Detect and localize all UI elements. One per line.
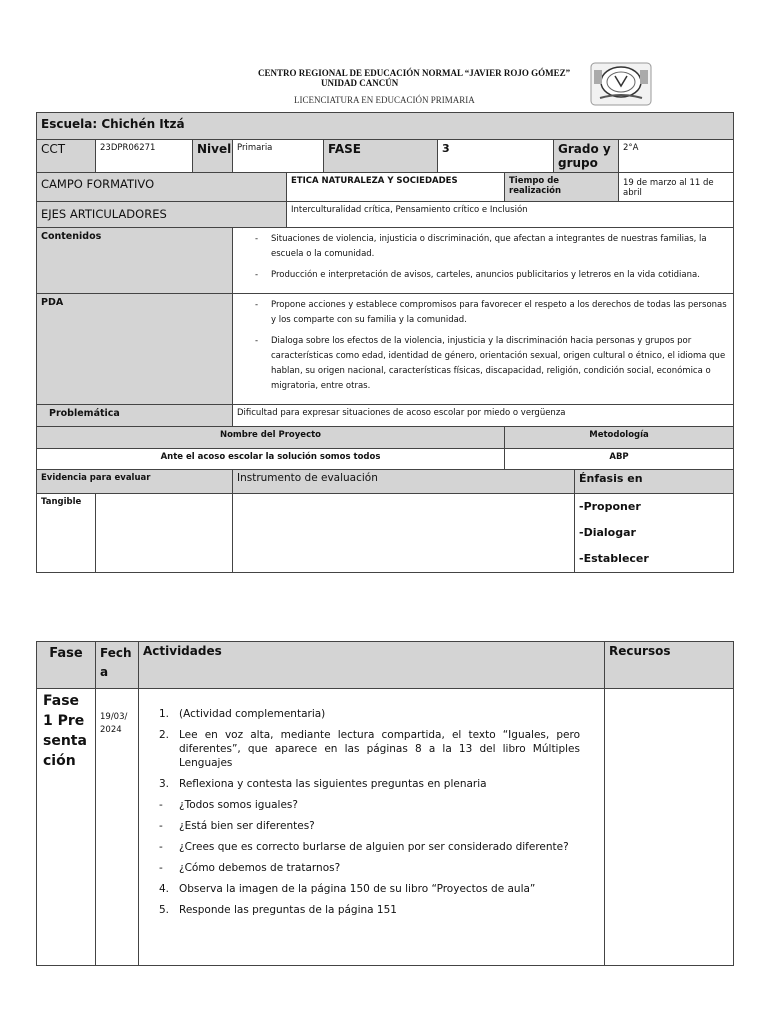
tangible-label: Tangible	[37, 494, 96, 573]
problematica-label: Problemática	[37, 405, 233, 427]
tangible-evidence-cell	[96, 494, 233, 573]
pda-cell	[233, 294, 734, 405]
activities-table	[36, 641, 734, 966]
activity-item	[159, 777, 580, 791]
nivel-value: Primaria	[233, 140, 324, 173]
activity-text: Observa la imagen de la página 150 de su libro “Proyectos de aula”	[179, 883, 536, 895]
instrumento-label: Instrumento de evaluación	[233, 470, 575, 494]
activity-text: Reflexiona y contesta las siguientes preguntas en plenaria	[179, 778, 487, 790]
activity-item	[159, 707, 580, 721]
institution-name: CENTRO REGIONAL DE EDUCACIÓN NORMAL “JAVIER ROJO GÓMEZ”	[258, 68, 571, 78]
contenidos-label: Contenidos	[37, 228, 233, 294]
activity-marker: 1.	[159, 708, 170, 720]
nivel-label: Nivel	[193, 140, 233, 173]
fase-value: 3	[438, 140, 554, 173]
cct-value: 23DPR06271	[96, 140, 193, 173]
proyecto-label: Nombre del Proyecto	[37, 427, 505, 449]
list-item: - Propone acciones y establece compromisos para favorecer el respeto a los derechos de todas las personas y los comparte con su familia y la comunidad.	[255, 298, 729, 328]
activity-marker: 4.	[159, 883, 170, 895]
recursos-cell	[605, 689, 734, 966]
ejes-label: EJES ARTICULADORES	[37, 202, 287, 228]
list-item: - Situaciones de violencia, injusticia o discriminación, que afectan a integrantes de nuestras familias, la escuela o la comunidad.	[255, 232, 729, 262]
activity-marker: -	[159, 820, 163, 832]
unit-name: UNIDAD CANCÚN	[321, 78, 399, 88]
pda-label: PDA	[37, 294, 233, 405]
cct-label: CCT	[37, 140, 96, 173]
activity-marker: 2.	[159, 729, 170, 741]
list-item: -Proponer	[579, 500, 641, 513]
activity-item	[159, 728, 580, 770]
activity-item	[159, 798, 580, 812]
activity-text: ¿Está bien ser diferentes?	[179, 820, 315, 832]
program-name: LICENCIATURA EN EDUCACIÓN PRIMARIA	[294, 95, 475, 105]
metodologia-label: Metodología	[505, 427, 734, 449]
activity-item	[159, 840, 580, 854]
campo-value: ETICA NATURALEZA Y SOCIEDADES	[287, 173, 505, 202]
activity-item	[159, 903, 580, 917]
fase-label: FASE	[324, 140, 438, 173]
campo-label: CAMPO FORMATIVO	[37, 173, 287, 202]
activity-text: Lee en voz alta, mediante lectura compartida, el texto “Iguales, pero diferentes”, que aparece en las páginas 8 a la 13 del libro Múltiples Lenguajes	[179, 729, 580, 769]
col-actividades-header: Actividades	[139, 642, 605, 689]
col-fecha-header: Fech a	[96, 642, 139, 689]
actividades-cell	[139, 689, 605, 966]
activity-text: ¿Todos somos iguales?	[179, 799, 298, 811]
instrumento-cell	[233, 494, 575, 573]
ejes-value: Interculturalidad crítica, Pensamiento crítico e Inclusión	[287, 202, 734, 228]
tiempo-value: 19 de marzo al 11 de abril	[619, 173, 734, 202]
activity-item	[159, 861, 580, 875]
col-fase-header: Fase	[37, 642, 96, 689]
activity-marker: -	[159, 799, 163, 811]
pda-list	[233, 294, 733, 404]
list-item: - Producción e interpretación de avisos, carteles, anuncios publicitarios y letreros en la vida cotidiana.	[255, 268, 729, 283]
list-item: - Dialoga sobre los efectos de la violencia, injusticia y la discriminación hacia personas y grupos por características como edad, identidad de género, orientación sexual, origen cultural o étnico, el idioma que hablan, su origen nacional, características físicas, discapacidad, religión, condición social, económica o migratoria, entre otras.	[255, 334, 729, 394]
enfasis-label: Énfasis en	[575, 470, 734, 494]
metodologia-value: ABP	[505, 449, 734, 470]
problematica-value: Dificultad para expresar situaciones de acoso escolar por miedo o vergüenza	[233, 405, 734, 427]
activity-text: ¿Crees que es correcto burlarse de alguien por ser considerado diferente?	[179, 841, 569, 853]
grado-label: Grado y grupo	[554, 140, 619, 173]
activity-item	[159, 819, 580, 833]
contenidos-cell	[233, 228, 734, 294]
fecha-cell: 19/03/ 2024	[96, 689, 139, 966]
activity-marker: -	[159, 841, 163, 853]
activities-list	[139, 689, 604, 917]
activity-marker: 3.	[159, 778, 170, 790]
activity-marker: -	[159, 862, 163, 874]
list-item: -Establecer	[579, 552, 649, 565]
proyecto-value: Ante el acoso escolar la solución somos todos	[37, 449, 505, 470]
escuela-cell: Escuela: Chichén Itzá	[37, 113, 734, 140]
activity-text: (Actividad complementaria)	[179, 708, 326, 720]
evidencia-label: Evidencia para evaluar	[37, 470, 233, 494]
planning-table	[36, 112, 734, 573]
enfasis-list	[575, 494, 734, 573]
fase-cell: Fase 1 Presentación	[37, 689, 96, 966]
tiempo-label: Tiempo de realización	[505, 173, 619, 202]
activity-text: Responde las preguntas de la página 151	[179, 904, 397, 916]
school-seal-icon	[590, 62, 652, 106]
col-recursos-header: Recursos	[605, 642, 734, 689]
activity-marker: 5.	[159, 904, 170, 916]
list-item: -Dialogar	[579, 526, 636, 539]
activity-item	[159, 882, 580, 896]
activity-text: ¿Cómo debemos de tratarnos?	[179, 862, 341, 874]
contenidos-list	[233, 228, 733, 293]
grado-value: 2°A	[619, 140, 734, 173]
